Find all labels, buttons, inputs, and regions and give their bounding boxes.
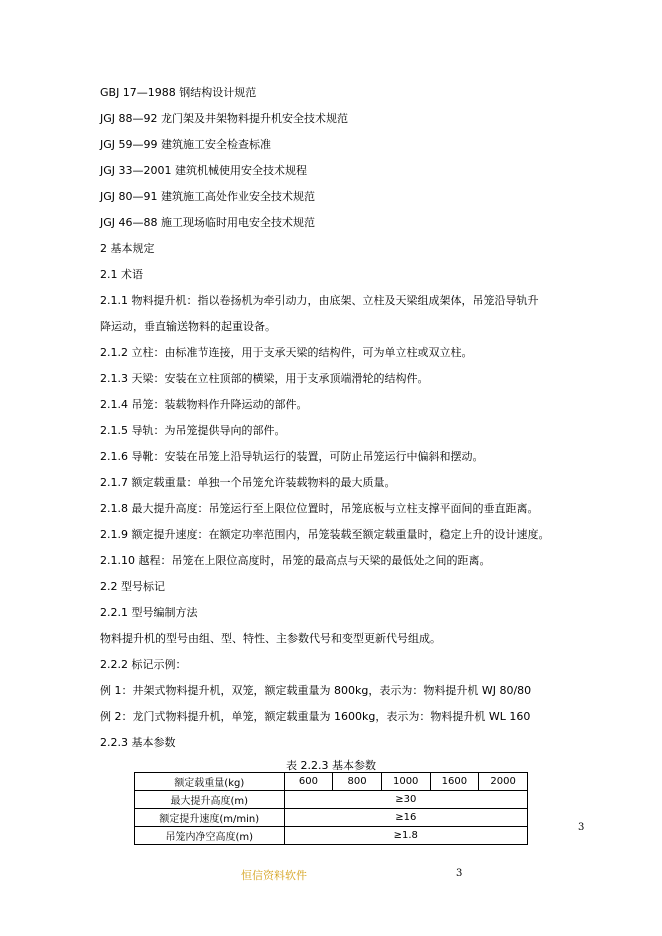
clause-2-1-2: 2.1.2 立柱：由标准节连接，用于支承天梁的结构件，可为单立柱或双立柱。 — [100, 346, 473, 359]
table-caption: 表 2.2.3 基本参数 — [286, 759, 376, 772]
max-height-value: ≥30 — [284, 791, 527, 809]
rated-load-value: 800 — [333, 773, 382, 791]
standard-ref-jgj46: JGJ 46—88 施工现场临时用电安全技术规范 — [100, 216, 315, 229]
section-heading-2: 2 基本规定 — [100, 242, 155, 255]
clause-2-2-2: 2.2.2 标记示例： — [100, 658, 187, 671]
row-label-max-height: 最大提升高度(m) — [135, 791, 285, 809]
clause-2-1-1-cont: 降运动，垂直输送物料的起重设备。 — [100, 320, 276, 333]
clause-2-1-1: 2.1.1 物料提升机：指以卷扬机为牵引动力，由底架、立柱及天梁组成架体，吊笼沿导轨升 — [100, 294, 539, 307]
rated-load-value: 600 — [284, 773, 333, 791]
table-row — [135, 809, 528, 827]
basic-parameters-table — [134, 772, 528, 845]
clause-2-1-8: 2.1.8 最大提升高度：吊笼运行至上限位位置时，吊笼底板与立柱支撑平面间的垂直距离。 — [100, 502, 539, 515]
page-number: 3 — [578, 822, 585, 833]
standard-ref-jgj33: JGJ 33—2001 建筑机械使用安全技术规程 — [100, 164, 307, 177]
row-label-cage-clearance: 吊笼内净空高度(m) — [135, 827, 285, 845]
table-row — [135, 791, 528, 809]
clause-2-1-3: 2.1.3 天梁：安装在立柱顶部的横梁，用于支承顶端滑轮的结构件。 — [100, 372, 429, 385]
section-heading-2-1: 2.1 术语 — [100, 268, 143, 281]
standard-ref-gbj17: GBJ 17—1988 钢结构设计规范 — [100, 86, 257, 99]
table-row — [135, 773, 528, 791]
example-1: 例 1：井架式物料提升机，双笼，额定载重量为 800kg，表示为：物料提升机 WJ 80/80 — [100, 684, 532, 697]
cage-clearance-value: ≥1.8 — [284, 827, 527, 845]
clause-2-1-4: 2.1.4 吊笼：装载物料作升降运动的部件。 — [100, 398, 308, 411]
section-heading-2-2: 2.2 型号标记 — [100, 580, 165, 593]
row-label-rated-load: 额定载重量(kg) — [135, 773, 285, 791]
rated-speed-value: ≥16 — [284, 809, 527, 827]
footer-brand: 恒信资料软件 — [241, 869, 307, 882]
clause-2-1-5: 2.1.5 导轨：为吊笼提供导向的部件。 — [100, 424, 286, 437]
row-label-rated-speed: 额定提升速度(m/min) — [135, 809, 285, 827]
table-row — [135, 827, 528, 845]
clause-2-1-9: 2.1.9 额定提升速度：在额定功率范围内，吊笼装载至额定载重量时，稳定上升的设计速度。 — [100, 528, 550, 541]
clause-2-1-10: 2.1.10 越程：吊笼在上限位高度时，吊笼的最高点与天梁的最低处之间的距离。 — [100, 554, 491, 567]
example-2: 例 2：龙门式物料提升机，单笼，额定载重量为 1600kg，表示为：物料提升机 WL 160 — [100, 710, 531, 723]
rated-load-value: 1000 — [381, 773, 430, 791]
rated-load-value: 2000 — [479, 773, 528, 791]
clause-2-2-1: 2.2.1 型号编制方法 — [100, 606, 198, 619]
clause-2-1-7: 2.1.7 额定载重量：单独一个吊笼允许装载物料的最大质量。 — [100, 476, 396, 489]
clause-2-2-1-body: 物料提升机的型号由组、型、特性、主参数代号和变型更新代号组成。 — [100, 632, 441, 645]
standard-ref-jgj88: JGJ 88—92 龙门架及井架物料提升机安全技术规范 — [100, 112, 348, 125]
standard-ref-jgj59: JGJ 59—99 建筑施工安全检查标准 — [100, 138, 271, 151]
clause-2-2-3: 2.2.3 基本参数 — [100, 736, 176, 749]
rated-load-value: 1600 — [430, 773, 479, 791]
clause-2-1-6: 2.1.6 导靴：安装在吊笼上沿导轨运行的装置，可防止吊笼运行中偏斜和摆动。 — [100, 450, 484, 463]
footer-page-number: 3 — [456, 868, 463, 879]
standard-ref-jgj80: JGJ 80—91 建筑施工高处作业安全技术规范 — [100, 190, 315, 203]
